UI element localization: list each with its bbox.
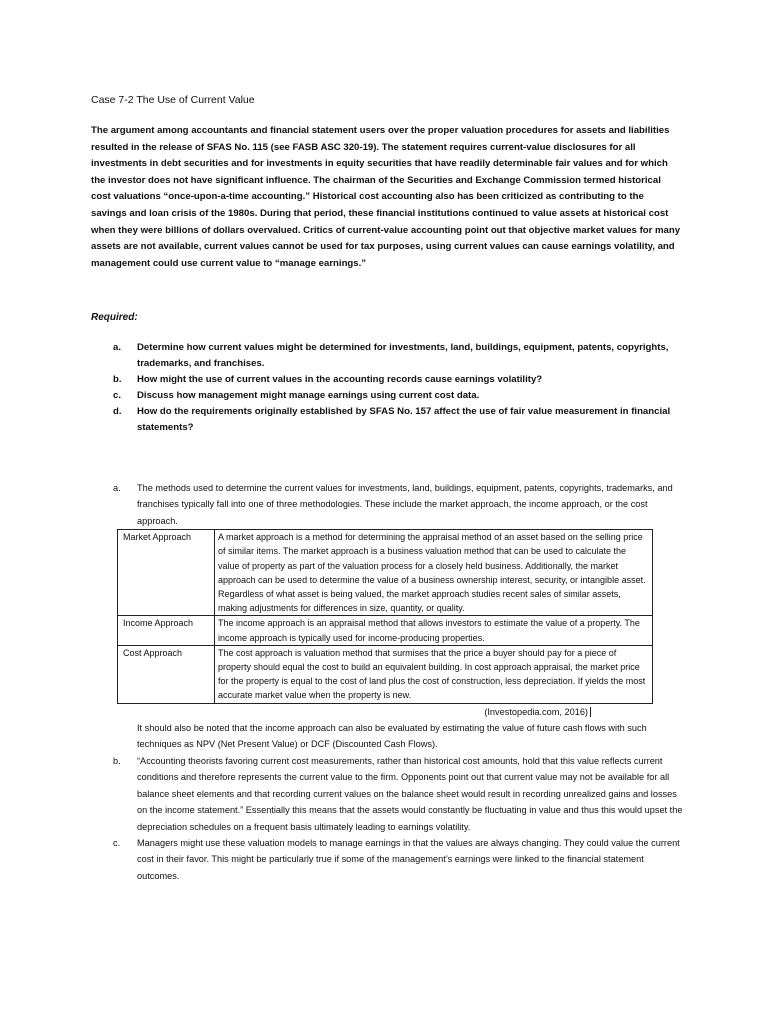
citation-text: (Investopedia.com, 2016) <box>484 707 591 717</box>
required-item-a <box>113 340 673 372</box>
approach-name: Income Approach <box>118 616 215 645</box>
table-row <box>118 530 653 616</box>
approach-name: Market Approach <box>118 530 215 616</box>
required-item-c <box>113 388 673 404</box>
case-title: Case 7-2 The Use of Current Value <box>91 94 255 106</box>
list-marker: c. <box>113 837 121 848</box>
case-intro-paragraph: The argument among accountants and financial statement users over the proper valuation procedures for assets and liabilities resulted in the release of SFAS No. 115 (see FASB ASC 320-19). The statement requires current-value disclosures for all investments in debt securities and for investments in equity securities that have readily determinable fair values and for which the investor does not have significant influence. The chairman of the Securities and Exchange Commission termed historical cost valuations “once-upon-a-time accounting.” Historical cost accounting also has been criticized as contributing to the savings and loan crisis of the 1980s. During that period, these financial institutions continued to value assets at historical cost when they were billions of dollars overvalued. Critics of current-value accounting point out that objective market values for many assets are not available, current values cannot be used for tax purposes, using current values can cause earnings volatility, and management could use current value to “manage earnings.” <box>91 125 681 269</box>
answer-b <box>113 753 683 835</box>
list-marker: b. <box>113 755 121 766</box>
required-heading: Required: <box>91 312 138 323</box>
approach-description: The income approach is an appraisal method that allows investors to estimate the value of a property. The income approach is typically used for income-producing properties. <box>215 616 653 645</box>
list-marker: a. <box>113 342 122 353</box>
required-item-b <box>113 372 673 388</box>
required-item-d <box>113 404 673 436</box>
approach-description: A market approach is a method for determining the appraisal method of an asset based on the selling price of similar items. The market approach is a business valuation method that can be used to calculate the value of property as part of the valuation process for a closely held business. Additionally, the market approach can be used to determine the value of a business ownership interest, security, or intangible asset. Regardless of what asset is being valued, the market approach studies recent sales of similar assets, making adjustments for differences in size, quantity, or quality. <box>215 530 653 616</box>
required-list <box>113 340 673 436</box>
table-row <box>118 616 653 645</box>
approach-description: The cost approach is valuation method that surmises that the price a buyer should pay for a piece of property should equal the cost to build an equivalent building. In cost approach appraisal, the market price for the property is equal to the cost of land plus the cost of construction, less depreciation. If yields the most accurate market value when the property is new. <box>215 645 653 703</box>
answer-a <box>113 480 683 529</box>
list-marker: d. <box>113 406 122 417</box>
list-marker: a. <box>113 483 121 493</box>
answer-c <box>113 835 683 884</box>
list-marker: b. <box>113 374 122 385</box>
table-row <box>118 645 653 703</box>
answer-c-text: Managers might use these valuation models to manage earnings in that the values are always changing. They could value the current cost in their favor. This might be particularly true if some of the management’s earnings were linked to the financial statement outcomes. <box>137 837 680 881</box>
approach-name: Cost Approach <box>118 645 215 703</box>
valuation-approach-table <box>117 529 653 703</box>
answer-a-text: The methods used to determine the current values for investments, land, buildings, equipment, patents, copyrights, trademarks, and franchises typically fall into one of three methodologies. These include the market approach, the income approach, or the cost approach. <box>137 483 673 526</box>
citation <box>117 704 591 720</box>
list-item-text: How might the use of current values in the accounting records cause earnings volatility? <box>137 374 543 385</box>
list-item-text: How do the requirements originally established by SFAS No. 157 affect the use of fair value measurement in financial statements? <box>137 406 671 433</box>
answer-a-note: It should also be noted that the income approach can also be evaluated by estimating the value of future cash flows with such techniques as NPV (Net Present Value) or DCF (Discounted Cash Flows). <box>137 723 647 750</box>
list-item-text: Discuss how management might manage earnings using current cost data. <box>137 390 480 401</box>
list-item-text: Determine how current values might be determined for investments, land, buildings, equipment, patents, copyrights, trademarks, and franchises. <box>137 342 669 369</box>
answer-b-text: “Accounting theorists favoring current cost measurements, rather than historical cost amounts, hold that this value reflects current conditions and therefore represents the current value to the firm. Opponents point out that current value may not be available for all balance sheet elements and that recording current values on the balance sheet would result in recording unrealized gains and losses on the income statement.” Essentially this means that the assets would constantly be fluctuating in value and thus this would upset the depreciation schedules on a frequent basis ultimately leading to earnings volatility. <box>137 755 683 832</box>
list-marker: c. <box>113 390 122 401</box>
answers-section <box>113 480 683 884</box>
